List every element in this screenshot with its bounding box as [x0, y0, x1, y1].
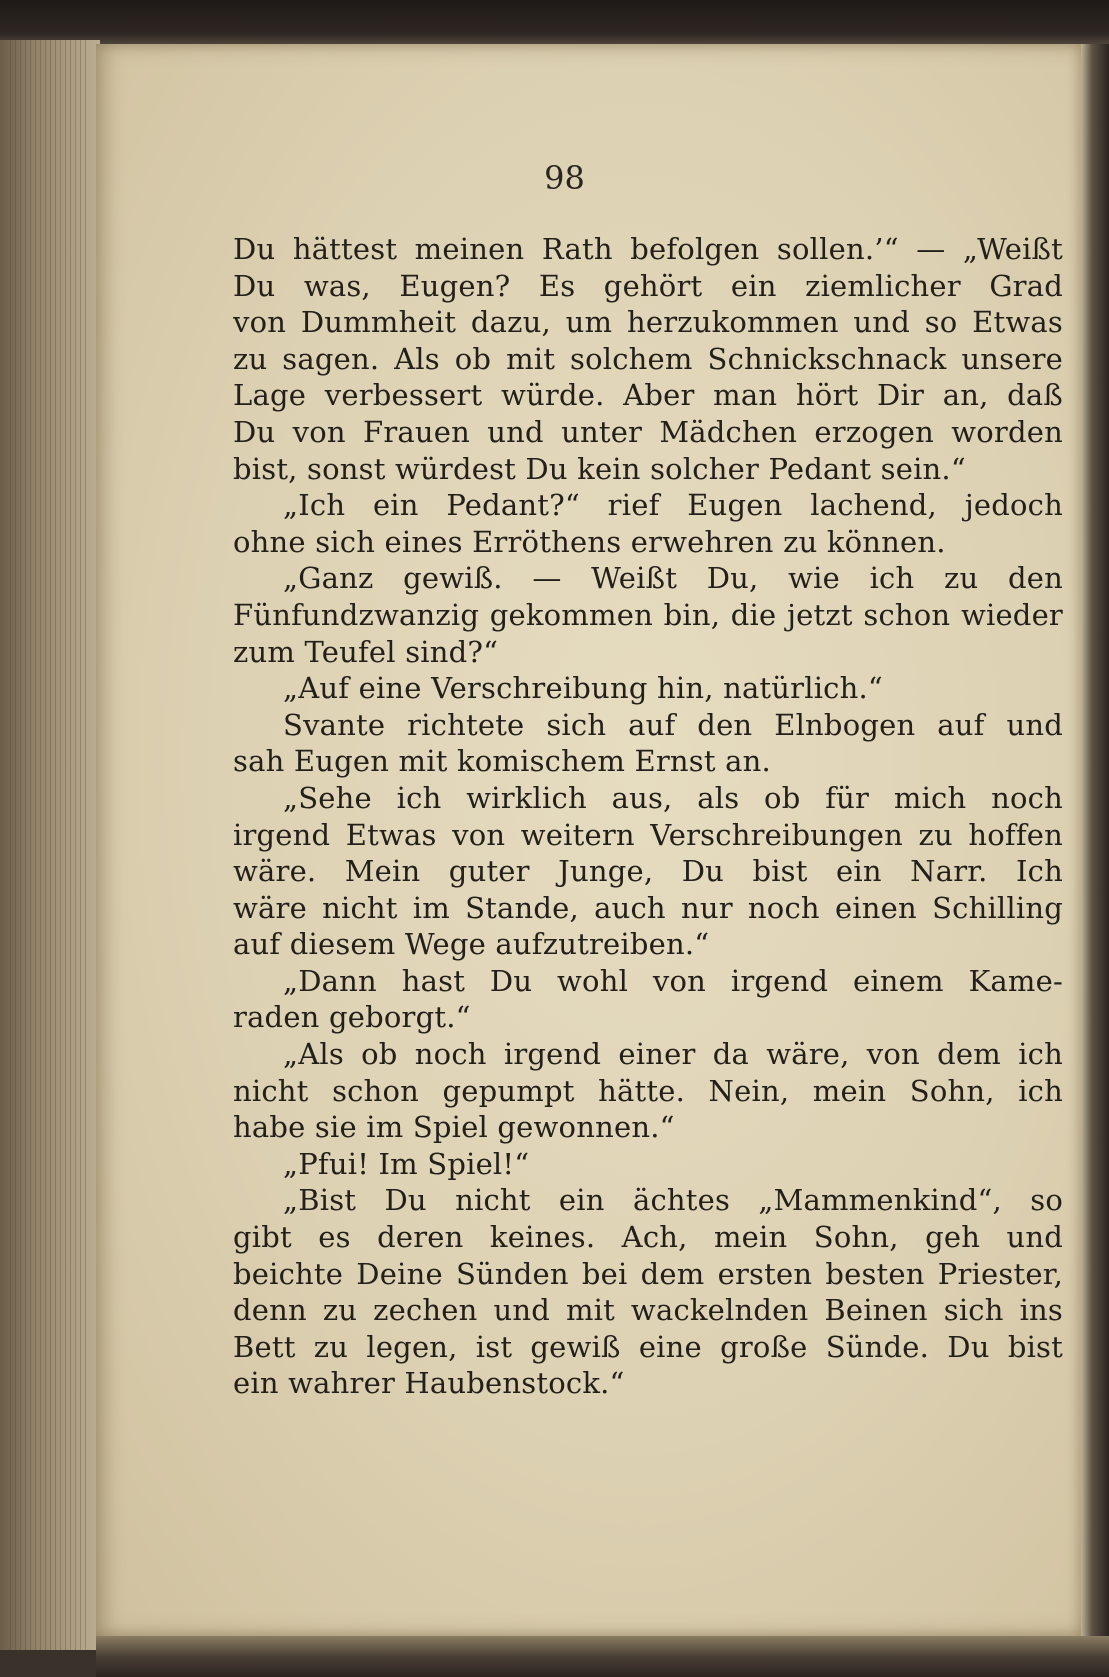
- book-page: [96, 44, 1081, 1636]
- book-page-stack-edge: [0, 40, 100, 1650]
- text-line: nicht schon gepumpt hätte. Nein, mein Sohn, ich: [233, 1073, 1063, 1108]
- text-line: „Ich ein Pedant?“ rief Eugen lachend, jedoch: [283, 488, 1063, 523]
- page-number: 98: [544, 159, 585, 197]
- text-line: „Ganz gewiß. — Weißt Du, wie ich zu den: [283, 561, 1063, 596]
- text-line: Bett zu legen, ist gewiß eine große Sünde. Du bist: [233, 1329, 1063, 1364]
- text-line: ohne sich eines Erröthens erwehren zu können.: [233, 524, 946, 559]
- book-top-edge: [0, 0, 1109, 48]
- text-line: bist, sonst würdest Du kein solcher Pedant sein.“: [233, 451, 966, 486]
- book-right-edge: [1081, 44, 1109, 1644]
- text-line: auf diesem Wege aufzutreiben.“: [233, 927, 710, 962]
- text-line: raden geborgt.“: [233, 1000, 471, 1035]
- text-line: „Sehe ich wirklich aus, als ob für mich noch: [283, 780, 1063, 815]
- text-line: „Als ob noch irgend einer da wäre, von dem ich: [283, 1037, 1063, 1072]
- text-line: Lage verbessert würde. Aber man hört Dir an, daß: [233, 378, 1063, 413]
- text-line: ein wahrer Haubenstock.“: [233, 1366, 625, 1401]
- text-line: denn zu zechen und mit wackelnden Beinen sich ins: [233, 1293, 1063, 1328]
- text-line: von Dummheit dazu, um herzukommen und so Etwas: [233, 305, 1063, 340]
- book-bottom-edge: [96, 1636, 1109, 1677]
- text-line: zu sagen. Als ob mit solchem Schnickschnack unsere: [233, 341, 1063, 376]
- page-body-text: [233, 231, 1063, 1402]
- text-line: wäre. Mein guter Junge, Du bist ein Narr. Ich: [233, 854, 1063, 889]
- text-line: habe sie im Spiel gewonnen.“: [233, 1110, 675, 1145]
- text-line: „Bist Du nicht ein ächtes „Mammenkind“, so: [283, 1183, 1063, 1218]
- text-line: beichte Deine Sünden bei dem ersten besten Priester,: [233, 1256, 1063, 1291]
- text-line: Du hättest meinen Rath befolgen sollen.’“ — „Weißt: [233, 232, 1063, 266]
- text-line: wäre nicht im Stande, auch nur noch einen Schilling: [233, 890, 1063, 925]
- text-line: „Pfui! Im Spiel!“: [283, 1146, 530, 1181]
- text-line: Du von Frauen und unter Mädchen erzogen worden: [233, 414, 1063, 449]
- text-line: sah Eugen mit komischem Ernst an.: [233, 744, 771, 779]
- text-line: „Dann hast Du wohl von irgend einem Kame-: [283, 963, 1063, 998]
- text-line: zum Teufel sind?“: [233, 634, 499, 669]
- text-line: Fünfundzwanzig gekommen bin, die jetzt schon wieder: [233, 597, 1063, 632]
- page-stack-lines: [10, 40, 90, 1650]
- text-line: „Auf eine Verschreibung hin, natürlich.“: [283, 671, 883, 706]
- text-line: gibt es deren keines. Ach, mein Sohn, geh und: [233, 1220, 1063, 1255]
- text-line: irgend Etwas von weitern Verschreibungen zu hoffen: [233, 817, 1063, 852]
- text-line: Du was, Eugen? Es gehört ein ziemlicher Grad: [233, 268, 1063, 303]
- text-line: Svante richtete sich auf den Elnbogen auf und: [283, 707, 1063, 742]
